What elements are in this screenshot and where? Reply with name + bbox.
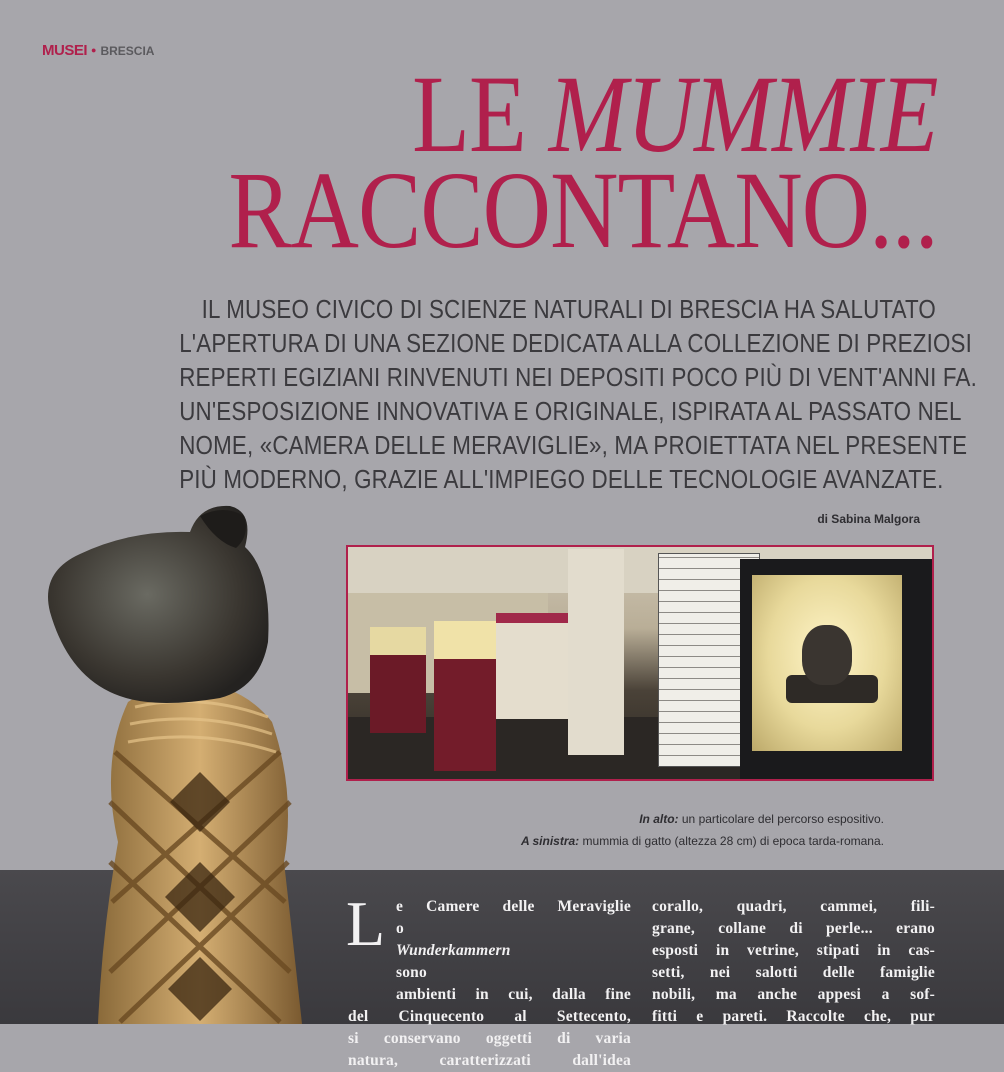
body-line: si conservano oggetti di varia (348, 1030, 631, 1047)
photo-pillar (568, 549, 624, 755)
body-emphasis: Wunderkammern (396, 942, 511, 959)
standfirst (179, 292, 977, 496)
headline-prefix: LE (412, 53, 550, 175)
body-line: esposti in vetrine, stipati in cas- (652, 942, 935, 959)
body-line: setti, nei salotti delle famiglie (652, 964, 935, 981)
body-column-1 (348, 896, 631, 1072)
body-text: sono (396, 964, 427, 981)
body-text: o (396, 920, 404, 937)
standfirst-line: UN'ESPOSIZIONE INNOVATIVA E ORIGINALE, ISPIRATA AL PASSATO NEL (179, 396, 962, 426)
cat-mummy-image (40, 502, 360, 1024)
photo-display-case (434, 621, 496, 771)
standfirst-line: L'APERTURA DI UNA SEZIONE DEDICATA ALLA COLLEZIONE DI PREZIOSI (179, 328, 972, 358)
section-tag (42, 42, 154, 59)
caption-label: In alto: (639, 812, 679, 826)
standfirst-line: PIÙ MODERNO, GRAZIE ALL'IMPIEGO DELLE TECNOLOGIE AVANZATE. (179, 464, 944, 494)
body-line: e Camere delle Meraviglie (396, 898, 631, 915)
body-line: nobili, ma anche appesi a sof- (652, 986, 935, 1003)
caption-text: un particolare del percorso espositivo. (678, 812, 884, 826)
section-name: MUSEI (42, 42, 88, 59)
bullet-icon: ● (91, 45, 97, 55)
exhibition-photo (346, 545, 934, 781)
caption-line-1 (521, 808, 884, 830)
drop-cap: L (346, 888, 386, 959)
standfirst-line: NOME, «CAMERA DELLE MERAVIGLIE», MA PROIETTATA NEL PRESENTE (179, 430, 968, 460)
caption-line-2 (521, 830, 884, 852)
photo-caption (521, 808, 884, 852)
photo-counter (496, 613, 576, 719)
standfirst-line: REPERTI EGIZIANI RINVENUTI NEI DEPOSITI POCO PIÙ DI VENT'ANNI FA. (179, 362, 977, 392)
body-line: natura, caratterizzati dall'idea (348, 1052, 631, 1069)
headline (228, 53, 938, 271)
standfirst-line: IL MUSEO CIVICO DI SCIENZE NATURALI DI BRESCIA HA SALUTATO (201, 294, 937, 324)
body-line: del Cinquecento al Settecento, (348, 1008, 631, 1025)
body-column-2 (652, 896, 935, 1028)
body-line (348, 918, 631, 984)
byline: di Sabina Malgora (817, 512, 920, 526)
headline-emphasis: MUMMIE (549, 53, 938, 175)
body-line: grane, collane di perle... erano (652, 920, 935, 937)
photo-mummy-head (802, 625, 852, 685)
headline-line-1 (229, 53, 938, 175)
headline-line-2: RACCONTANO... (228, 149, 938, 271)
body-line: fitti e pareti. Raccolte che, pur (652, 1008, 935, 1025)
caption-label: A sinistra: (520, 834, 580, 848)
caption-text: mummia di gatto (altezza 28 cm) di epoca tarda-romana. (579, 834, 884, 848)
section-city: BRESCIA (100, 44, 155, 58)
photo-display-case (370, 627, 426, 733)
body-line: corallo, quadri, cammei, fili- (652, 898, 935, 915)
body-line: ambienti in cui, dalla fine (396, 986, 631, 1003)
